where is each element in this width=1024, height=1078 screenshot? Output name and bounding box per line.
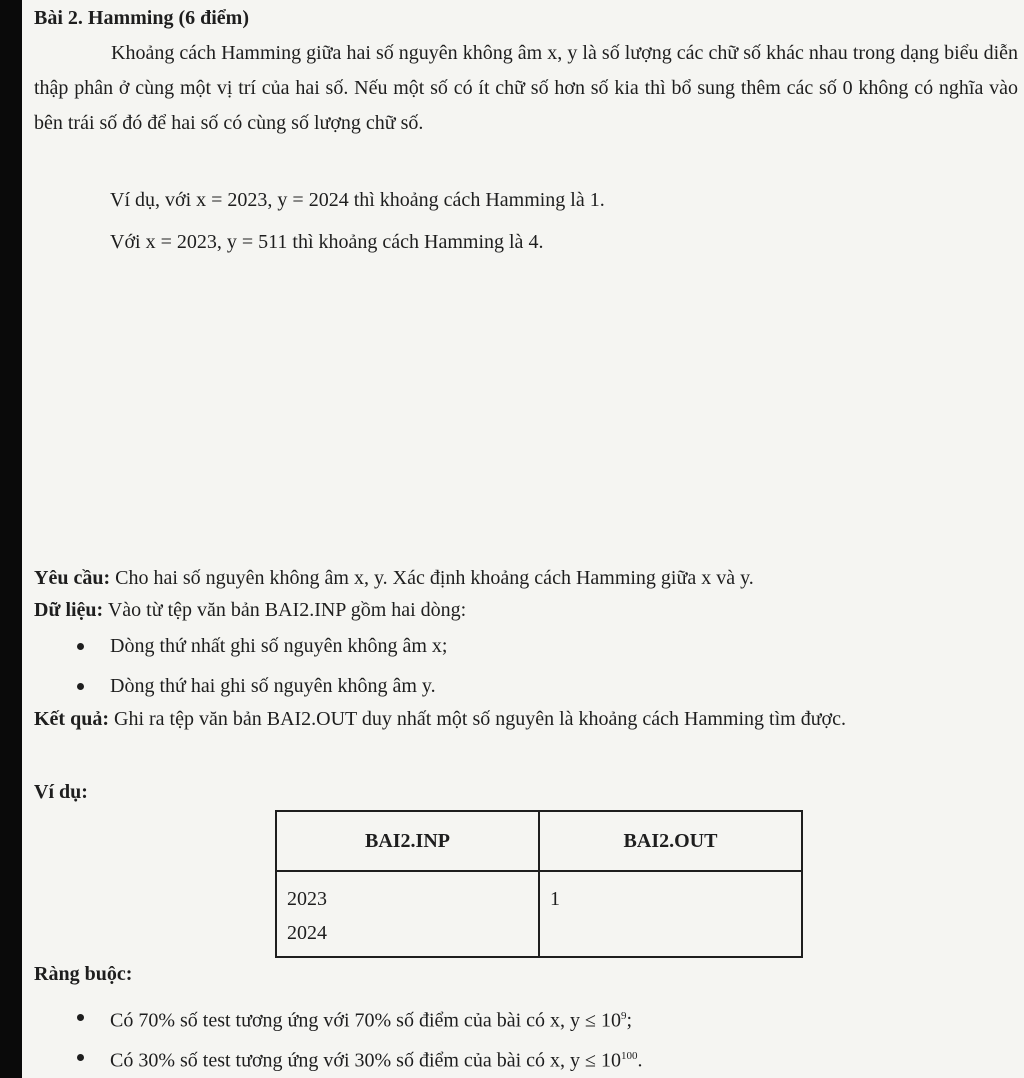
left-black-border (0, 0, 22, 1078)
table-header-input: BAI2.INP (276, 811, 539, 871)
constraint-exponent: 100 (620, 1050, 638, 1062)
output-paragraph (34, 702, 1018, 737)
bullet-icon (77, 683, 84, 690)
example-label: Ví dụ: (34, 781, 88, 803)
input-item-1: Dòng thứ nhất ghi số nguyên không âm x; (110, 635, 448, 657)
constraint-item-2 (110, 1044, 642, 1073)
table-cell-output: 1 (539, 871, 802, 957)
table-row (276, 871, 802, 957)
constraint-end: . (637, 1049, 643, 1072)
requirement-line (34, 566, 754, 590)
table-cell-input (276, 871, 539, 957)
input-value-line: 2023 (287, 888, 327, 910)
requirement-text: Cho hai số nguyên không âm x, y. Xác định khoảng cách Hamming giữa x và y. (110, 567, 754, 589)
constraints-label: Ràng buộc: (34, 963, 133, 985)
constraint-text: Có 70% số test tương ứng với 70% số điểm của bài có x, y ≤ 10 (110, 1009, 621, 1032)
bullet-icon (77, 643, 84, 650)
table-header-row (276, 811, 802, 871)
input-line (34, 598, 466, 622)
input-item-2: Dòng thứ hai ghi số nguyên không âm y. (110, 675, 436, 697)
example-line-1: Ví dụ, với x = 2023, y = 2024 thì khoảng cách Hamming là 1. (110, 189, 605, 211)
input-value-line: 2024 (287, 922, 327, 944)
table-header-output: BAI2.OUT (539, 811, 802, 871)
output-text: Ghi ra tệp văn bản BAI2.OUT duy nhất một số nguyên là khoảng cách Hamming tìm được. (109, 708, 847, 730)
constraint-text: Có 30% số test tương ứng với 30% số điểm của bài có x, y ≤ 10 (110, 1049, 621, 1072)
input-label: Dữ liệu: (34, 599, 104, 621)
constraint-end: ; (626, 1009, 633, 1032)
output-label: Kết quả: (34, 708, 109, 730)
intro-paragraph: Khoảng cách Hamming giữa hai số nguyên không âm x, y là số lượng các chữ số khác nhau trong dạng biểu diễn thập phân ở cùng một vị trí của hai số. Nếu một số có ít chữ số hơn số kia thì bổ sung thêm các số 0 không có nghĩa vào bên trái số đó để hai số có cùng số lượng chữ số. (34, 42, 1018, 134)
requirement-label: Yêu cầu: (34, 567, 111, 589)
input-text: Vào từ tệp văn bản BAI2.INP gồm hai dòng: (103, 599, 467, 621)
bullet-icon (77, 1014, 84, 1021)
example-line-2: Với x = 2023, y = 511 thì khoảng cách Hamming là 4. (110, 231, 544, 253)
problem-title: Bài 2. Hamming (6 điểm) (34, 7, 249, 29)
constraint-item-1 (110, 1004, 632, 1033)
example-table (275, 810, 803, 958)
bullet-icon (77, 1054, 84, 1061)
document-page (22, 0, 1024, 1078)
constraint-exponent: 9 (620, 1010, 627, 1022)
